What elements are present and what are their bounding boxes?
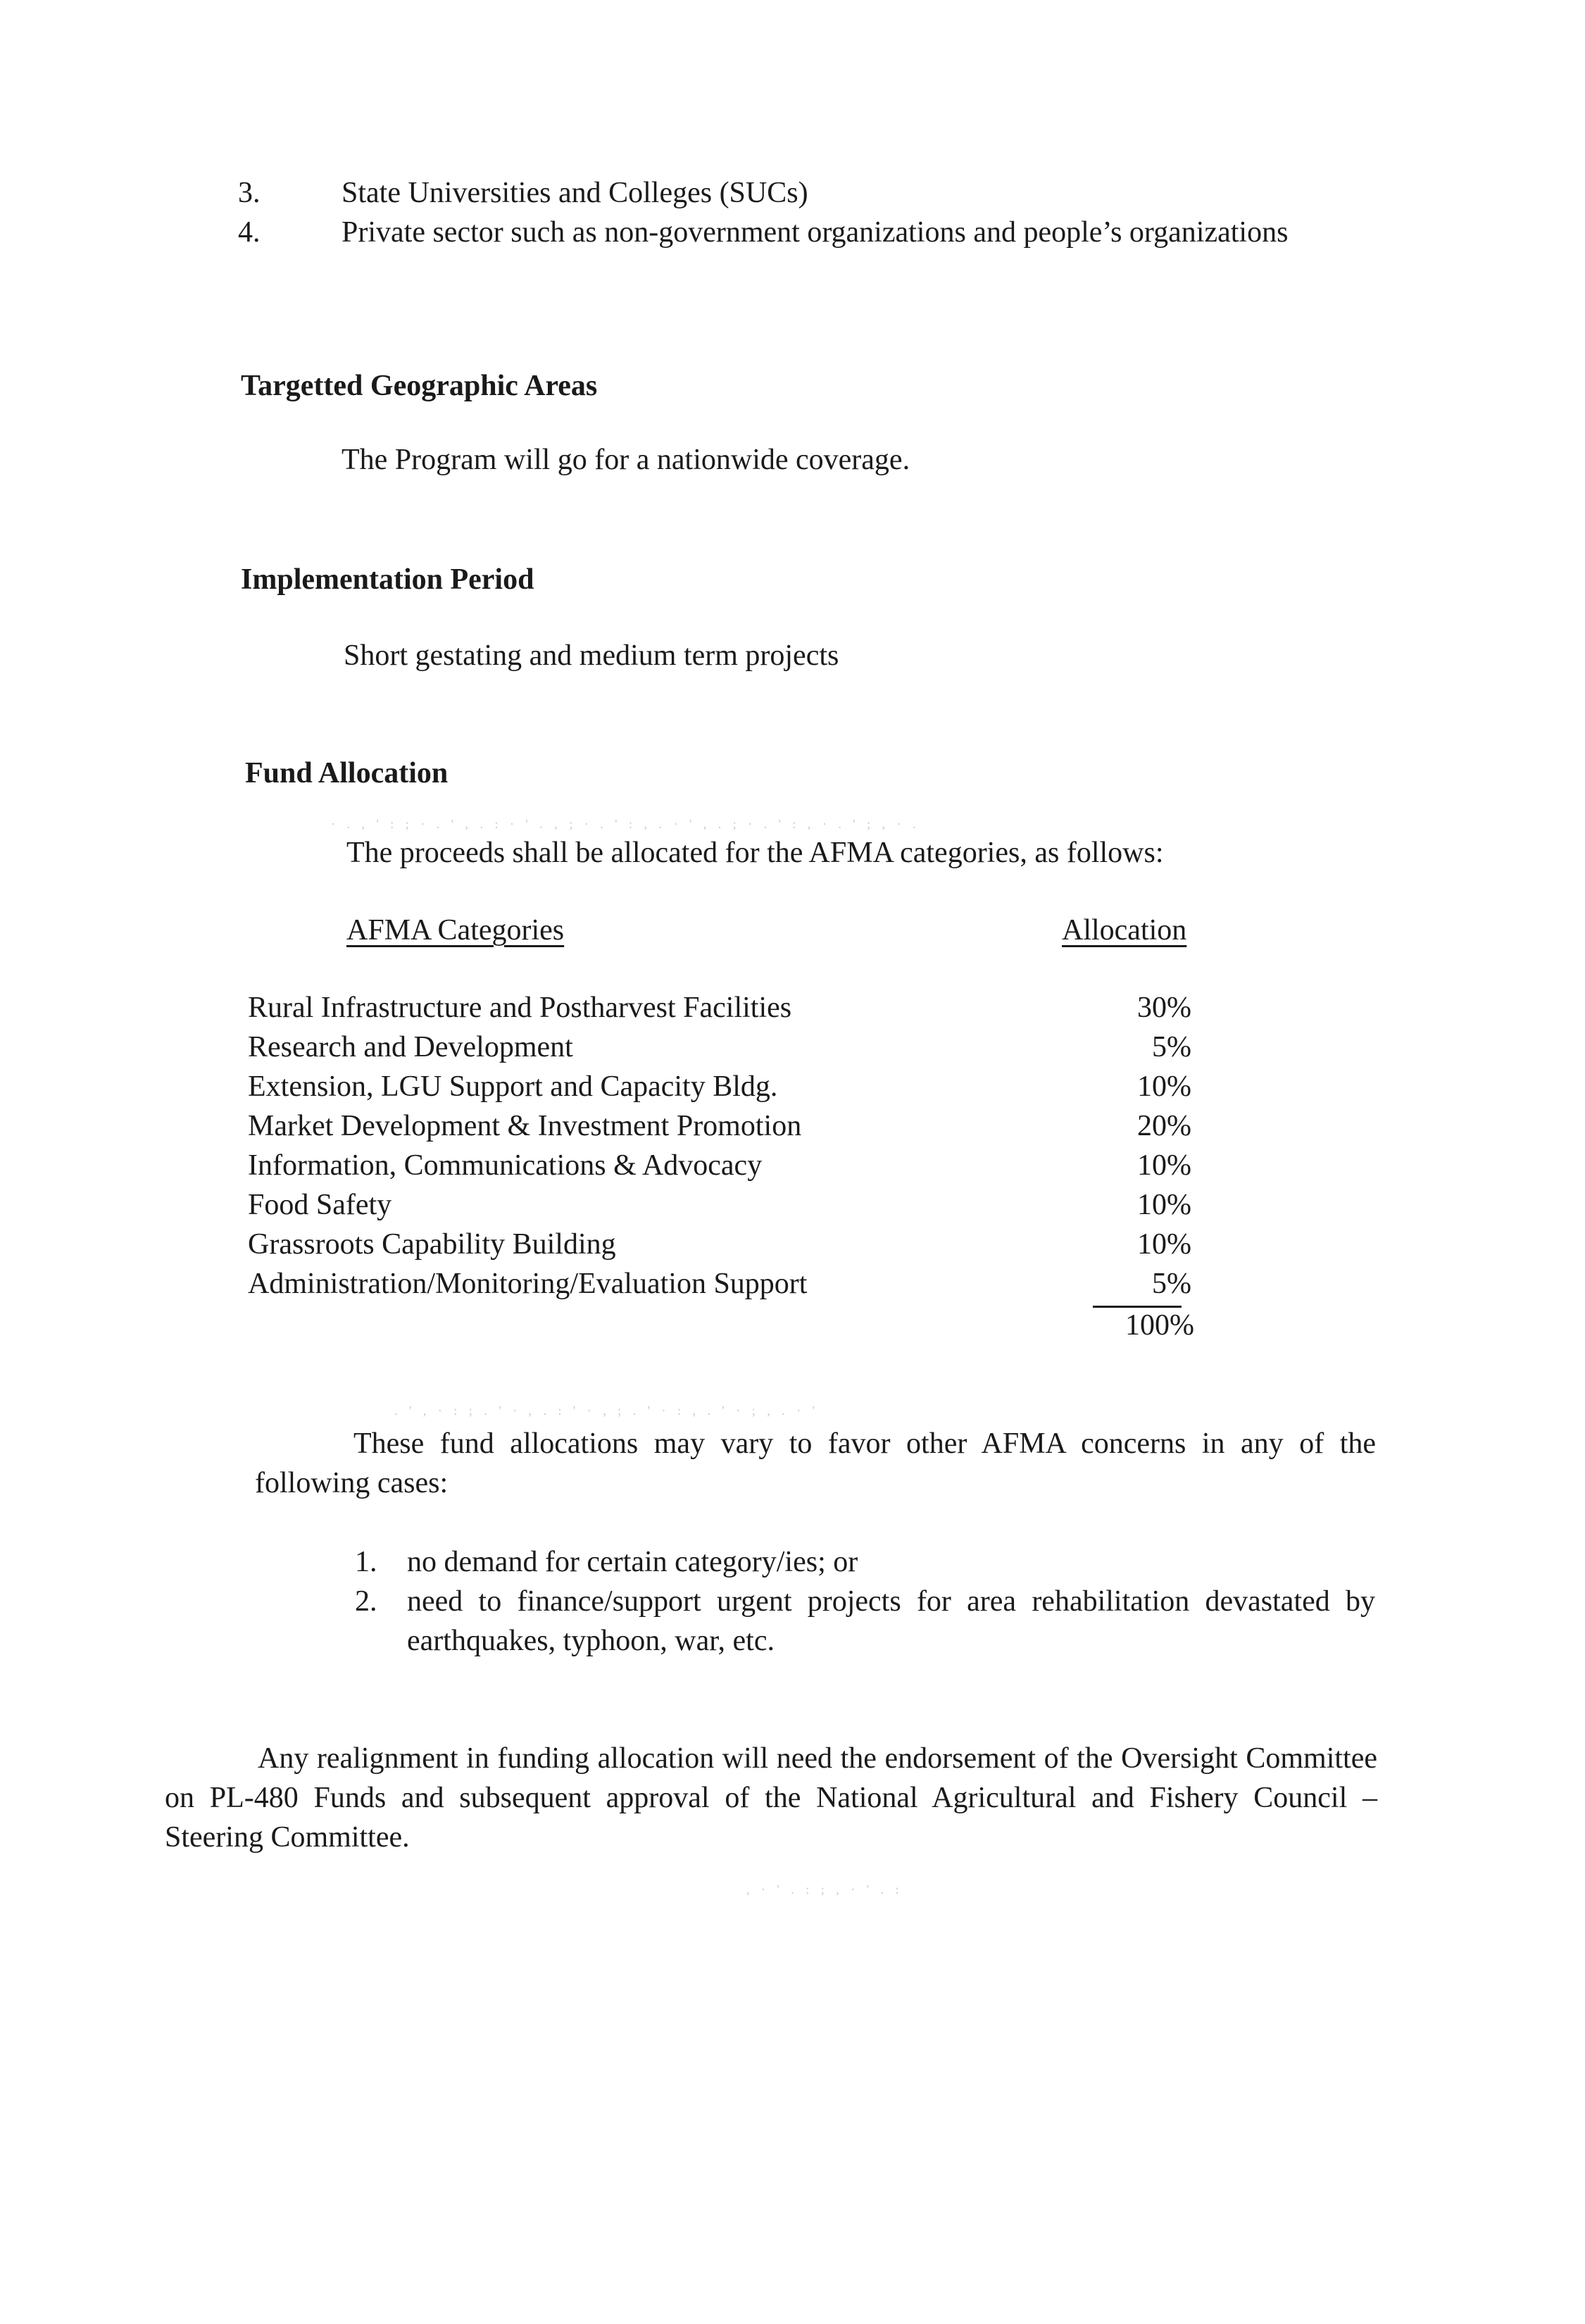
- table-cell-category: Administration/Monitoring/Evaluation Support: [248, 1268, 808, 1300]
- list-item-number: 2.: [355, 1585, 377, 1618]
- table-header-allocation: Allocation: [1062, 914, 1187, 947]
- scan-noise: , · ' . : ; , · ' . :: [746, 1882, 903, 1897]
- table-row: [248, 1225, 1191, 1264]
- table-cell-category: Grassroots Capability Building: [248, 1228, 616, 1261]
- table-cell-allocation: 10%: [1137, 1189, 1191, 1221]
- geographic-areas-text: The Program will go for a nationwide coverage.: [342, 444, 910, 476]
- scan-noise: · . , ' : ; · . ' , . : · ' . , ; · . ' : , . · ' , . ; · . ' : , · . ' ; , · .: [331, 817, 920, 831]
- table-cell-allocation: 30%: [1137, 992, 1191, 1024]
- section-heading-geographic-areas: Targetted Geographic Areas: [241, 370, 598, 402]
- list-item-text: Private sector such as non-government organizations and people’s organizations: [342, 216, 1289, 249]
- section-heading-fund-allocation: Fund Allocation: [245, 757, 449, 789]
- table-cell-allocation: 10%: [1137, 1070, 1191, 1103]
- table-cell-category: Food Safety: [248, 1189, 392, 1221]
- list-item-number: 1.: [355, 1546, 377, 1578]
- fund-allocation-intro: The proceeds shall be allocated for the AFMA categories, as follows:: [346, 837, 1164, 869]
- table-cell-allocation: 5%: [1152, 1268, 1191, 1300]
- table-row: [248, 1067, 1191, 1106]
- table-row: [248, 1106, 1191, 1146]
- table-cell-category: Extension, LGU Support and Capacity Bldg.: [248, 1070, 778, 1103]
- table-cell-category: Research and Development: [248, 1031, 573, 1063]
- table-total-row: [248, 1306, 1194, 1345]
- list-item-text: need to finance/support urgent projects for area rehabilitation devastated by earthquakes, typhoon, war, etc.: [407, 1585, 1375, 1657]
- list-item-number: 4.: [238, 216, 261, 249]
- table-total: 100%: [1125, 1309, 1194, 1342]
- table-cell-allocation: 20%: [1137, 1110, 1191, 1142]
- table-cell-allocation: 10%: [1137, 1149, 1191, 1182]
- scan-noise: . ' , · : ; . ' · , . : ' · , ; . ' · : , . ' · ; , . · ': [394, 1404, 819, 1418]
- realignment-paragraph: Any realignment in funding allocation will need the endorsement of the Oversight Committee on PL-480 Funds and subsequent approval of the National Agricultural and Fishery Council – Steering Committee.: [165, 1742, 1377, 1854]
- table-row: [248, 1264, 1191, 1304]
- table-cell-allocation: 5%: [1152, 1031, 1191, 1063]
- table-cell-category: Information, Communications & Advocacy: [248, 1149, 763, 1182]
- table-cell-category: Rural Infrastructure and Postharvest Facilities: [248, 992, 792, 1024]
- table-row: [248, 988, 1191, 1027]
- list-item-text: no demand for certain category/ies; or: [407, 1546, 858, 1578]
- table-row: [248, 1027, 1191, 1067]
- implementation-period-text: Short gestating and medium term projects: [344, 639, 839, 672]
- table-cell-category: Market Development & Investment Promotion: [248, 1110, 802, 1142]
- section-heading-implementation-period: Implementation Period: [241, 563, 534, 596]
- vary-paragraph: These fund allocations may vary to favor other AFMA concerns in any of the following cases:: [255, 1427, 1376, 1499]
- table-cell-allocation: 10%: [1137, 1228, 1191, 1261]
- table-row: [248, 1185, 1191, 1225]
- table-header-category: AFMA Categories: [346, 914, 565, 947]
- list-item-number: 3.: [238, 177, 261, 209]
- list-item-text: State Universities and Colleges (SUCs): [342, 177, 808, 209]
- table-row: [248, 1146, 1191, 1185]
